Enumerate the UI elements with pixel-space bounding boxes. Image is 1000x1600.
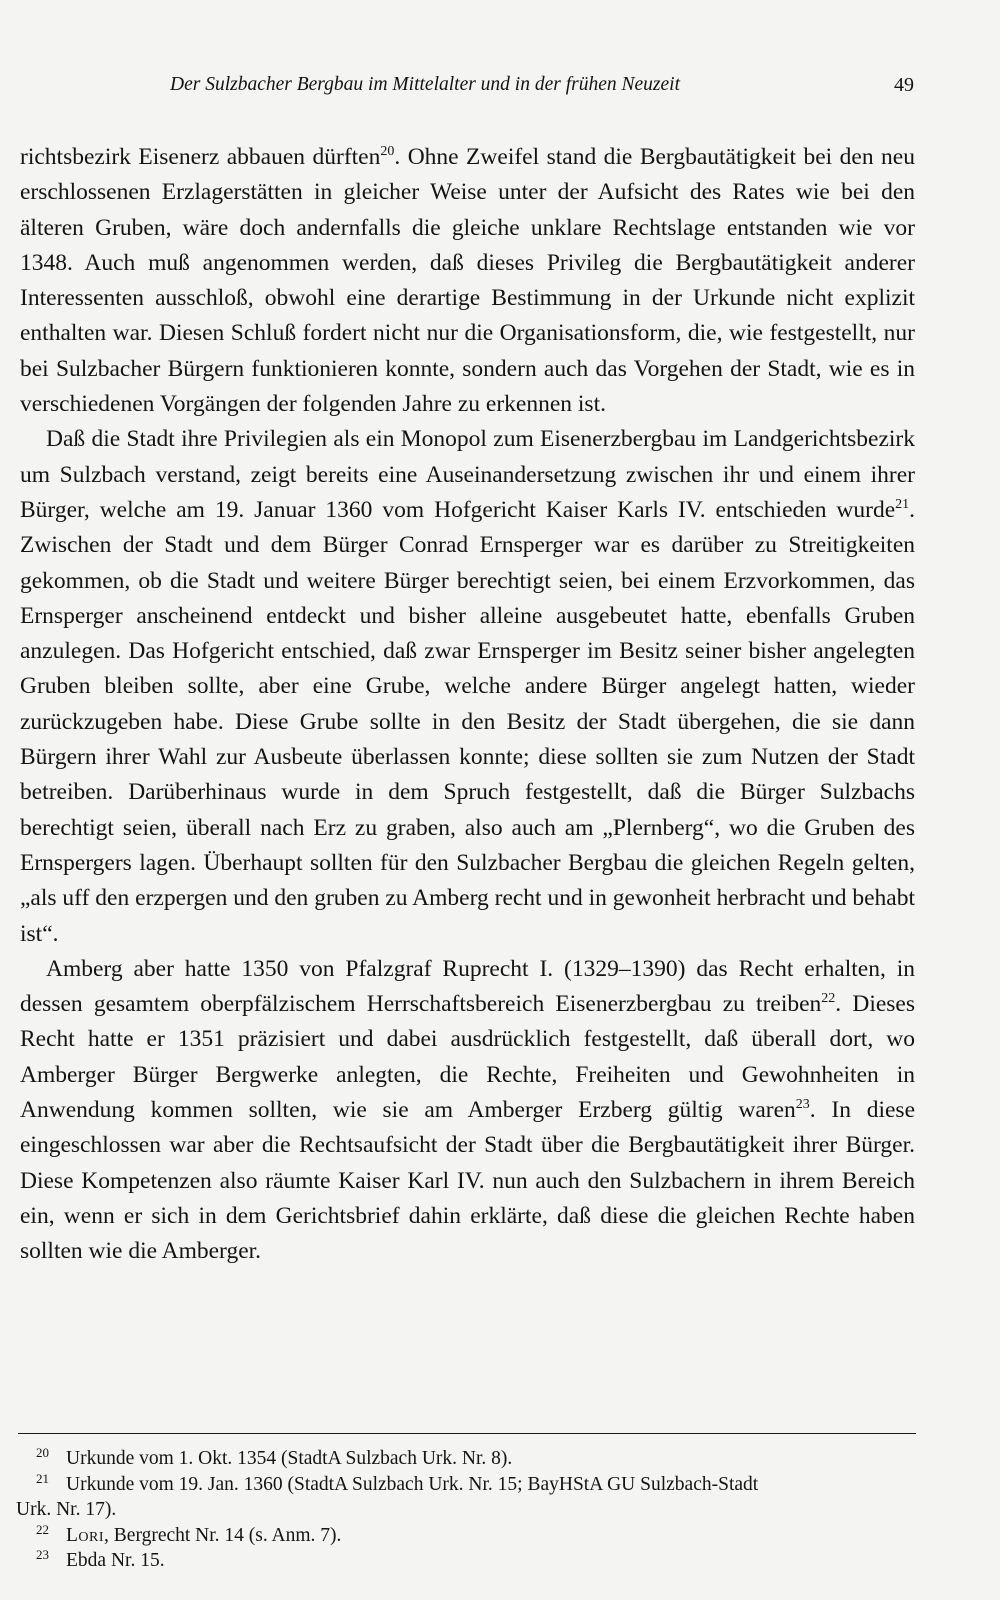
page-number: 49 [894, 74, 914, 96]
footnote-ref-23: 23 [795, 1097, 810, 1113]
paragraph-2-text-a: Daß die Stadt ihre Privilegien als ein Monopol zum Eisenerzbergbau im Landgerichtsbezirk um Sulzbach verstand, zeigt bereits eine Auseinandersetzung zwischen ihr und einem ihrer Bürger, welche am 19. Januar 1360 vom Hofgericht Kaiser Karls IV. entschieden wurde [20, 426, 915, 523]
footnote-author: Lori [66, 1524, 105, 1546]
running-head-title: Der Sulzbacher Bergbau im Mittelalter und in der frühen Neuzeit [170, 74, 680, 95]
paragraph-3-text-c: . In diese eingeschlossen war aber die Rechtsaufsicht der Stadt über die Bergbautätigkeit ihrer Bürger. Diese Kompetenzen also räumte Kaiser Karl IV. nun auch den Sulzbachern in ihrem Bereich ein, wenn er sich in dem Gerichtsbrief dahin erklärte, daß diese die gleichen Rechte haben sollten wie die Amberger. [20, 1097, 915, 1265]
footnote-number: 21 [36, 1470, 49, 1486]
footnote-23 [16, 1548, 916, 1574]
footnote-21 [16, 1472, 916, 1523]
footnote-ref-22: 22 [821, 991, 836, 1007]
footnote-text: Urkunde vom 1. Okt. 1354 (StadtA Sulzbach Urk. Nr. 8). [66, 1448, 513, 1469]
paragraph-3 [20, 952, 915, 1270]
footnote-number: 22 [36, 1521, 49, 1537]
footnotes [16, 1446, 916, 1574]
footnote-number: 23 [36, 1547, 49, 1562]
footnote-text-continuation: Urk. Nr. 17). [16, 1499, 117, 1520]
footnote-text: , Bergrecht Nr. 14 (s. Anm. 7). [104, 1524, 342, 1546]
footnote-text: Ebda Nr. 15. [66, 1550, 165, 1571]
paragraph-1-text-a: richtsbezirk Eisenerz abbauen dürften [20, 144, 381, 170]
body-text [20, 140, 915, 1270]
footnote-ref-20: 20 [380, 144, 395, 159]
paragraph-2 [20, 422, 915, 951]
paragraph-3-text-a: Amberg aber hatte 1350 von Pfalzgraf Ruprecht I. (1329–1390) das Recht erhalten, in dessen gesamtem oberpfälzischem Herrschaftsbereich Eisenerzbergbau zu treiben [20, 955, 915, 1018]
footnote-20 [16, 1446, 916, 1472]
footnote-ref-21: 21 [895, 496, 910, 512]
running-head [170, 74, 914, 96]
paragraph-3-text-b: . Dieses Recht hatte er 1351 präzisiert und dabei ausdrücklich festgestellt, daß überall dort, wo Amberger Bürger Bergwerke anlegten, die Rechte, Freiheiten und Gewohnheiten in Anwendung kommen sollten, wie sie am Amberger Erzberg gültig waren [20, 991, 915, 1124]
footnote-number: 20 [36, 1445, 49, 1460]
footnote-divider [18, 1433, 916, 1434]
paragraph-1 [20, 140, 915, 422]
paragraph-1-text-b: . Ohne Zweifel stand die Bergbautätigkeit bei den neu erschlossenen Erzlagerstätten in gleicher Weise unter der Aufsicht des Rates wie bei den älteren Gruben, wäre doch andernfalls die gleiche unklare Rechtslage entstanden wie vor 1348. Auch muß angenommen werden, daß dieses Privileg die Bergbautätigkeit anderer Interessenten ausschloß, obwohl eine derartige Bestimmung in der Urkunde nicht explizit enthalten war. Diesen Schluß fordert nicht nur die Organisationsform, die, wie festgestellt, nur bei Sulzbacher Bürgern funktionieren konnte, sondern auch das Vorgehen der Stadt, wie es in verschiedenen Vorgängen der folgenden Jahre zu erkennen ist. [20, 144, 915, 418]
footnote-text: Urkunde vom 19. Jan. 1360 (StadtA Sulzbach Urk. Nr. 15; BayHStA GU Sulzbach-Stadt [66, 1473, 759, 1495]
footnote-22 [16, 1523, 916, 1549]
paragraph-2-text-b: . Zwischen der Stadt und dem Bürger Conrad Ernsperger war es darüber zu Streitigkeiten gekommen, ob die Stadt und weitere Bürger berechtigt seien, bei einem Erzvorkommen, das Ernsperger anscheinend entdeckt und bisher alleine ausgebeutet hatte, ebenfalls Gruben anzulegen. Das Hofgericht entschied, daß zwar Ernsperger im Besitz seiner bisher angelegten Gruben bleiben sollte, aber eine Grube, welche andere Bürger angelegt hatten, wieder zurückzugeben habe. Diese Grube sollte in den Besitz der Stadt übergehen, die sie dann Bürgern ihrer Wahl zur Ausbeute überlassen konnte; diese sollten sie zum Nutzen der Stadt betreiben. Darüberhinaus wurde in dem Spruch festgestellt, daß die Bürger Sulzbachs berechtigt seien, überall nach Erz zu graben, also auch am „Plernberg“, wo die Gruben des Ernspergers lagen. Überhaupt sollten für den Sulzbacher Bergbau die gleichen Regeln gelten, „als uff den erzpergen und den gruben zu Amberg recht und in gewonheit herbracht und behabt ist“. [20, 496, 915, 947]
